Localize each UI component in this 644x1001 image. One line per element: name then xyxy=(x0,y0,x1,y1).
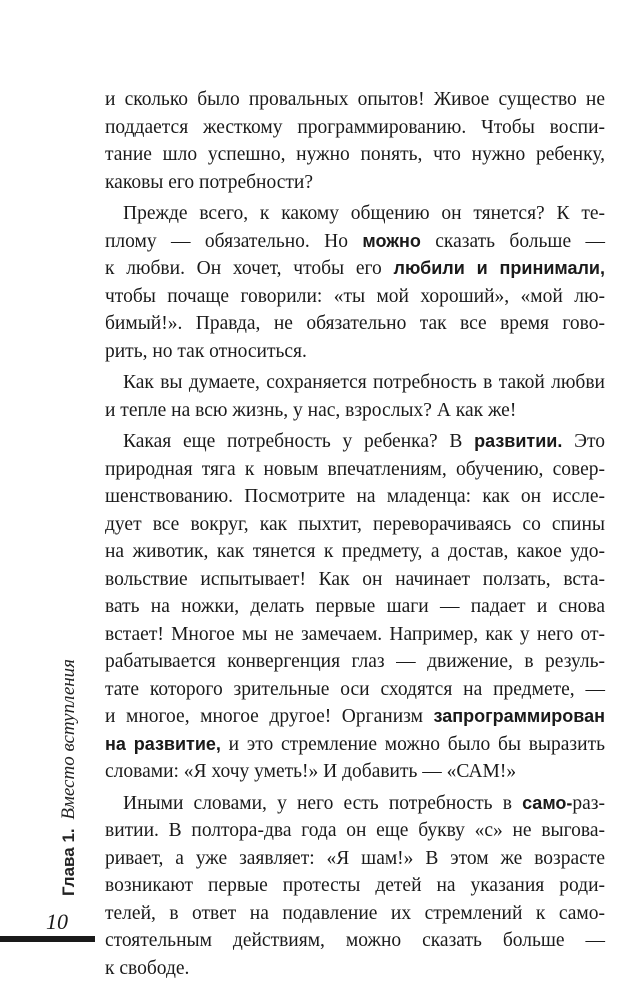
text-run: ривает, а уже заявляет: «Я шам!» В этом же возрасте xyxy=(105,847,605,869)
text-line xyxy=(105,369,605,397)
text-line xyxy=(105,456,605,484)
text-run: рить, но так относиться. xyxy=(105,340,307,362)
running-head xyxy=(58,659,80,896)
text-run: дует все вокруг, как пыхтит, переворачиваясь со спины xyxy=(105,513,605,535)
text-run: на животик, как тянется к предмету, а достав, какое удо- xyxy=(105,541,605,562)
text-line xyxy=(105,86,605,114)
text-run: стоятельным действиям, можно сказать больше — xyxy=(105,930,605,951)
text-run: поддается жесткому программированию. Чтобы воспи- xyxy=(105,116,605,138)
text-run: Иными словами, у него есть потребность в xyxy=(123,792,523,814)
text-run: тание шло успешно, нужно понять, что нужно ребенку, xyxy=(105,144,605,165)
text-line xyxy=(105,428,605,456)
bold-text: любили и принимали, xyxy=(393,258,606,278)
text-line xyxy=(105,255,605,283)
text-line xyxy=(105,731,605,759)
text-run: возникают первые протесты детей на указания роди- xyxy=(105,875,605,896)
text-line xyxy=(105,511,605,539)
text-run: чтобы почаще говорили: «ты мой хороший», «мой лю- xyxy=(105,285,605,307)
text-run: вольствие испытывает! Как он начинает ползать, вста- xyxy=(105,568,605,590)
text-line xyxy=(105,566,605,594)
text-line xyxy=(105,114,605,142)
text-run: к любви. Он хочет, чтобы его xyxy=(105,258,394,279)
text-run: Это xyxy=(562,431,605,452)
text-run: Прежде всего, к какому общению он тянется? К те- xyxy=(123,203,605,224)
text-run: и сколько было провальных опытов! Живое существо не xyxy=(105,89,605,110)
text-line xyxy=(105,310,605,338)
text-run: рабатывается конвергенция глаз — движение, в резуль- xyxy=(105,651,605,672)
text-line xyxy=(105,228,605,256)
text-run: раз- xyxy=(572,792,605,814)
bold-text: само- xyxy=(522,792,573,813)
text-run: шенствованию. Посмотрите на младенца: как он иссле- xyxy=(105,486,605,507)
text-line xyxy=(105,200,605,228)
bold-text: на развитие, xyxy=(105,733,221,754)
text-line xyxy=(105,872,605,900)
text-line xyxy=(105,169,605,197)
bold-text: можно xyxy=(362,230,421,251)
text-line xyxy=(105,703,605,731)
text-line xyxy=(105,790,605,818)
text-run: сказать больше — xyxy=(420,230,605,252)
text-run: словами: «Я хочу уметь!» И добавить — «САМ!» xyxy=(105,761,517,782)
page-number-bar xyxy=(0,936,95,942)
text-line xyxy=(105,845,605,873)
text-run: каковы его потребности? xyxy=(105,171,313,193)
text-line xyxy=(105,593,605,621)
text-run: природная тяга к новым впечатлениям, обучению, совер- xyxy=(105,458,605,480)
text-line xyxy=(105,338,605,366)
text-run: витии. В полтора-два года он еще букву «с» не выгова- xyxy=(105,820,605,841)
text-run: вать на ножки, делать первые шаги — падает и снова xyxy=(105,596,605,617)
text-line xyxy=(105,758,605,786)
text-line xyxy=(105,283,605,311)
text-line xyxy=(105,397,605,425)
text-line xyxy=(105,955,605,983)
text-line xyxy=(105,621,605,649)
text-line xyxy=(105,900,605,928)
page-number: 10 xyxy=(46,909,68,934)
text-run: тате которого зрительные оси сходятся на предмете, — xyxy=(105,678,605,700)
text-run: встает! Многое мы не замечаем. Например, как у него от- xyxy=(105,623,605,645)
text-line xyxy=(105,676,605,704)
text-line xyxy=(105,927,605,955)
running-head-chapter: Глава 1. xyxy=(59,828,78,896)
text-line xyxy=(105,538,605,566)
text-run: и это стремление можно было бы выразить xyxy=(220,733,605,755)
text-run: к свободе. xyxy=(105,957,190,979)
bold-text: развитии. xyxy=(474,431,563,451)
text-line xyxy=(105,648,605,676)
text-run: плому — обязательно. Но xyxy=(105,230,363,252)
text-run: Какая еще потребность у ребенка? В xyxy=(123,431,475,452)
text-run: и многое, многое другое! Организм xyxy=(105,706,434,727)
bold-text: запрограммирован xyxy=(433,706,605,726)
running-head-title: Вместо вступления xyxy=(58,658,79,820)
body-text xyxy=(105,86,605,982)
text-run: и тепле на всю жизнь, у нас, взрослых? А как же! xyxy=(105,399,517,421)
text-run: бимый!». Правда, не обязательно так все время гово- xyxy=(105,313,605,334)
text-line xyxy=(105,141,605,169)
text-line xyxy=(105,483,605,511)
text-run: Как вы думаете, сохраняется потребность в такой любви xyxy=(123,372,605,393)
text-run: телей, в ответ на подавление их стремлений к само- xyxy=(105,902,605,924)
text-line xyxy=(105,817,605,845)
